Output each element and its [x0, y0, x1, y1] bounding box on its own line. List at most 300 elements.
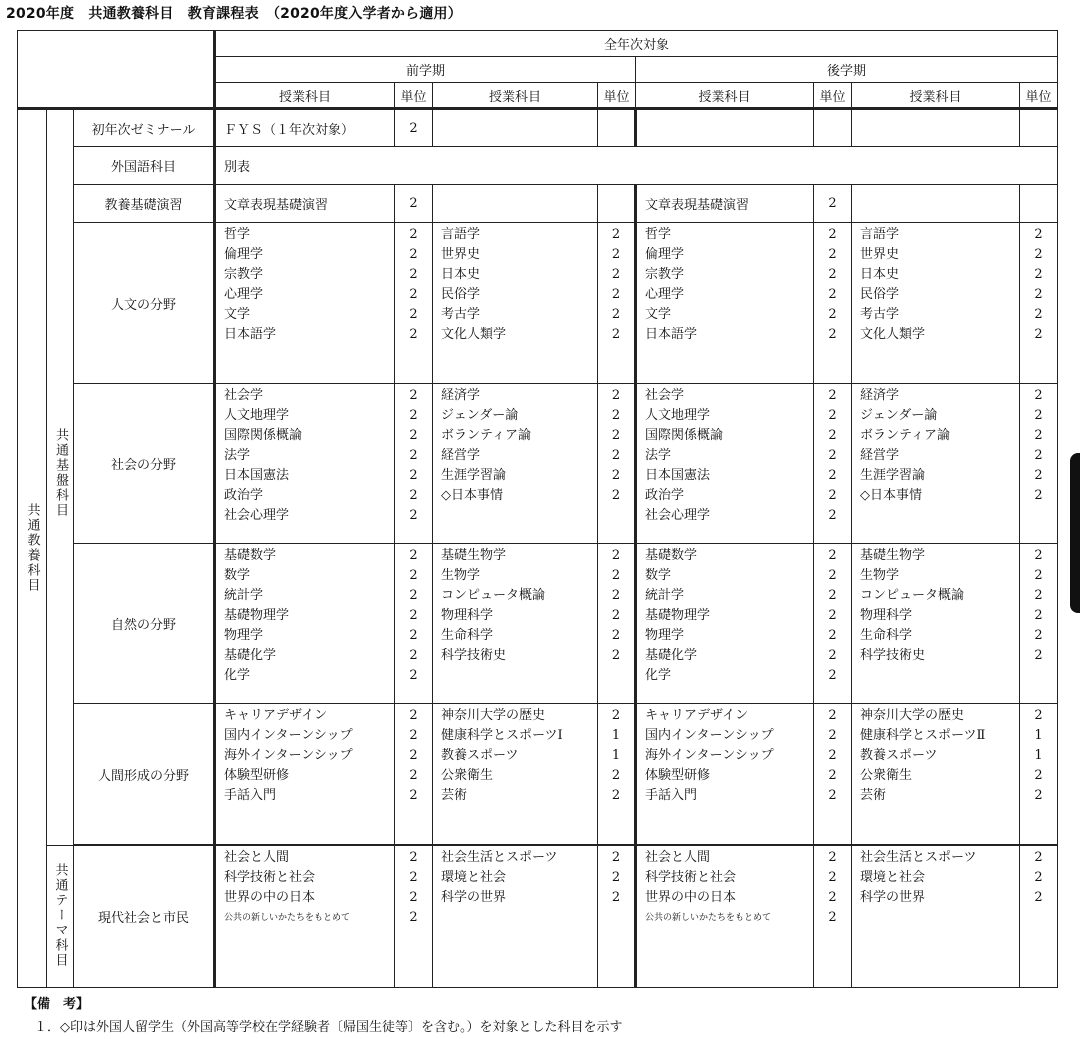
unit-value: 2: [828, 748, 837, 764]
unit-value: 2: [409, 568, 418, 584]
subject-name: 公衆衛生: [860, 768, 913, 784]
unit-value: 2: [1034, 869, 1043, 885]
unit-value: 2: [1034, 608, 1043, 624]
subject-name: 芸術: [860, 788, 887, 804]
subject-list: [852, 223, 1020, 383]
subject-name: 社会と人間: [645, 849, 711, 865]
subject-name: 基礎生物学: [860, 548, 926, 564]
unit-value: 2: [409, 728, 418, 744]
subject-name: 神奈川大学の歴史: [441, 708, 546, 724]
unit-value: 2: [828, 507, 837, 523]
unit-value: 2: [409, 748, 418, 764]
subject-list: [852, 544, 1020, 704]
subject-name: 世界の中の日本: [645, 889, 737, 905]
subject-name: 化学: [645, 668, 672, 684]
unit-value: 2: [828, 287, 837, 303]
unit-value: 2: [611, 849, 621, 865]
subject-name: 世界史: [441, 247, 481, 263]
subject-name: 科学技術と社会: [224, 869, 316, 885]
unit-value: 2: [409, 869, 418, 885]
unit-value: 2: [611, 588, 621, 604]
unit-value: 2: [828, 668, 837, 684]
unit-value: 2: [1034, 588, 1043, 604]
unit-value: 2: [828, 608, 837, 624]
unit-value: 2: [409, 648, 418, 664]
subject-name: 社会学: [645, 387, 685, 403]
subject-name: 体験型研修: [224, 768, 290, 784]
unit-value: 2: [611, 628, 621, 644]
unit-value: 2: [828, 849, 837, 865]
unit-value: 1: [611, 748, 621, 764]
curriculum-table: [17, 30, 1058, 988]
subject-list: [636, 544, 814, 704]
unit-list: [1020, 223, 1058, 383]
subject-name: 科学技術史: [441, 648, 507, 664]
subject-name: 海外インターンシップ: [224, 748, 353, 764]
subject-header: 授業科目: [852, 83, 1020, 109]
subject-name: 科学の世界: [441, 889, 507, 905]
notes-heading: 【備 考】: [24, 997, 90, 1012]
subject-list: [433, 223, 598, 383]
unit-value: 2: [611, 889, 621, 905]
subject-name: 教養スポーツ: [860, 748, 938, 764]
unit-value: 2: [611, 287, 621, 303]
subject-name: 基礎生物学: [441, 548, 507, 564]
subject-name: ボランティア論: [441, 427, 531, 443]
kiban-group-label: 共通基盤科目: [53, 428, 68, 518]
foreign-language-note: 別表: [215, 147, 1058, 185]
unit-value: 2: [828, 548, 837, 564]
unit-value: 2: [828, 447, 837, 463]
unit-value: 2: [611, 407, 621, 423]
unit-value: 2: [828, 909, 837, 925]
subject-name: 科学技術と社会: [645, 869, 737, 885]
unit-value: 2: [1034, 889, 1043, 905]
first-term-header: 前学期: [215, 57, 636, 83]
row-ningen: [18, 704, 1058, 844]
category-ningen: 人間形成の分野: [74, 704, 215, 844]
unit-value: 1: [1034, 728, 1043, 744]
subject-name: 民俗学: [441, 287, 481, 303]
note-item: １．◇印は外国人留学生（外国高等学校在学経験者〔帰国生徒等〕を含む。）を対象とした科目を示す: [34, 1020, 623, 1035]
unit-value: 2: [1034, 227, 1043, 243]
basic-first-unit: 2: [395, 185, 433, 223]
unit-value: 2: [828, 708, 837, 724]
subject-name: 法学: [224, 447, 251, 463]
subject-name: 経営学: [441, 447, 481, 463]
unit-value: 2: [828, 227, 837, 243]
subject-name: 公共の新しいかたちをもとめて: [645, 912, 772, 923]
subject-name: 心理学: [645, 287, 685, 303]
unit-list: [814, 845, 852, 987]
subject-list: [433, 544, 598, 704]
subject-name: 国内インターンシップ: [224, 728, 353, 744]
subject-name: 文化人類学: [860, 327, 926, 343]
unit-value: 2: [611, 227, 621, 243]
second-term-header: 後学期: [636, 57, 1058, 83]
subject-name: 文学: [645, 307, 672, 323]
subject-name: 世界の中の日本: [224, 889, 316, 905]
unit-value: 2: [409, 889, 418, 905]
subject-name: 文化人類学: [441, 327, 507, 343]
unit-value: 2: [828, 788, 837, 804]
subject-name: 政治学: [645, 487, 685, 503]
subject-name: 健康科学とスポーツⅠ: [441, 728, 563, 744]
unit-value: 2: [828, 728, 837, 744]
subject-name: キャリアデザイン: [645, 708, 749, 724]
unit-value: 2: [611, 708, 621, 724]
unit-value: 2: [828, 768, 837, 784]
subject-name: 社会生活とスポーツ: [860, 849, 977, 865]
unit-list: [395, 383, 433, 543]
unit-list: [1020, 383, 1058, 543]
subject-name: 物理学: [224, 628, 264, 644]
subject-name: 日本史: [860, 267, 900, 283]
unit-value: 2: [828, 869, 837, 885]
unit-value: 2: [409, 708, 418, 724]
unit-list: [598, 845, 636, 987]
subject-name: 倫理学: [645, 247, 685, 263]
unit-value: 2: [828, 487, 837, 503]
subject-name: ジェンダー論: [441, 407, 519, 423]
unit-list: [1020, 845, 1058, 987]
unit-value: 2: [828, 588, 837, 604]
subject-name: 生命科学: [441, 628, 494, 644]
subject-name: 基礎物理学: [224, 608, 290, 624]
subject-list: [433, 845, 598, 987]
subject-name: 手話入門: [224, 788, 277, 804]
subject-name: 健康科学とスポーツⅡ: [860, 728, 986, 744]
subject-name: 哲学: [645, 227, 672, 243]
subject-header: 授業科目: [433, 83, 598, 109]
subject-name: 数学: [645, 568, 672, 584]
basic-second-subject: 文章表現基礎演習: [636, 185, 814, 223]
unit-list: [598, 223, 636, 383]
subject-list: [636, 845, 814, 987]
subject-list: [636, 704, 814, 844]
subject-name: 基礎数学: [645, 548, 698, 564]
unit-list: [598, 544, 636, 704]
unit-value: 2: [1034, 407, 1043, 423]
unit-value: 2: [409, 227, 418, 243]
unit-header: 単位: [598, 83, 636, 109]
scrollbar-thumb[interactable]: [1070, 453, 1080, 613]
subject-name: 世界史: [860, 247, 900, 263]
unit-value: 2: [1034, 467, 1043, 483]
category-shakai: 社会の分野: [74, 383, 215, 543]
unit-value: 2: [409, 487, 418, 503]
subject-name: ジェンダー論: [860, 407, 938, 423]
row-jinbun: [18, 223, 1058, 383]
subject-name: 物理科学: [441, 608, 494, 624]
subject-name: 生涯学習論: [860, 467, 926, 483]
basic-second-unit: 2: [814, 185, 852, 223]
corner-cell: [18, 31, 215, 109]
subject-name: 基礎数学: [224, 548, 277, 564]
unit-value: 2: [828, 267, 837, 283]
unit-value: 2: [828, 407, 837, 423]
unit-value: 2: [1034, 648, 1043, 664]
unit-list: [814, 704, 852, 844]
row-shizen: [18, 544, 1058, 704]
subject-name: 日本語学: [224, 327, 277, 343]
subject-name: 経済学: [441, 387, 481, 403]
unit-value: 2: [1034, 307, 1043, 323]
subject-name: 法学: [645, 447, 672, 463]
subject-name: 宗教学: [224, 267, 264, 283]
unit-value: 2: [409, 467, 418, 483]
category-foreign-language: 外国語科目: [74, 147, 215, 185]
unit-value: 2: [611, 487, 621, 503]
subject-name: ボランティア論: [860, 427, 950, 443]
subject-name: 日本国憲法: [224, 467, 290, 483]
unit-value: 2: [409, 788, 418, 804]
subject-name: 物理学: [645, 628, 685, 644]
category-jinbun: 人文の分野: [74, 223, 215, 383]
subject-list: [433, 383, 598, 543]
unit-value: 2: [1034, 267, 1043, 283]
subject-name: 文学: [224, 307, 251, 323]
page-title: 2020年度 共通教養科目 教育課程表 （2020年度入学者から適用）: [6, 6, 462, 22]
subject-list: [215, 544, 395, 704]
unit-value: 2: [611, 608, 621, 624]
subject-name: 生涯学習論: [441, 467, 507, 483]
unit-value: 2: [409, 507, 418, 523]
unit-value: 2: [828, 568, 837, 584]
unit-value: 2: [409, 287, 418, 303]
unit-value: 2: [828, 628, 837, 644]
notes: [24, 993, 623, 1035]
unit-value: 2: [611, 648, 621, 664]
subject-name: 社会心理学: [645, 507, 711, 523]
row-shakai: [18, 383, 1058, 543]
unit-list: [1020, 704, 1058, 844]
subject-name: 国内インターンシップ: [645, 728, 774, 744]
unit-value: 2: [1034, 708, 1043, 724]
unit-value: 2: [409, 548, 418, 564]
subject-name: 人文地理学: [224, 407, 290, 423]
unit-value: 2: [1034, 327, 1043, 343]
subject-name: 言語学: [441, 227, 481, 243]
subject-name: 日本史: [441, 267, 481, 283]
subject-name: キャリアデザイン: [224, 708, 328, 724]
subject-list: [852, 704, 1020, 844]
unit-value: 2: [828, 467, 837, 483]
subject-name: 体験型研修: [645, 768, 711, 784]
subject-list: [433, 704, 598, 844]
unit-value: 2: [409, 327, 418, 343]
subject-name: コンピュータ概論: [441, 588, 546, 604]
subject-name: 科学の世界: [860, 889, 926, 905]
unit-value: 1: [611, 728, 621, 744]
subject-list: [215, 223, 395, 383]
unit-list: [395, 845, 433, 987]
unit-value: 2: [828, 889, 837, 905]
unit-value: 2: [409, 247, 418, 263]
category-gendai: 現代社会と市民: [74, 845, 215, 987]
basic-first-subject: 文章表現基礎演習: [215, 185, 395, 223]
unit-list: [395, 704, 433, 844]
subject-name: 基礎物理学: [645, 608, 711, 624]
subject-name: 経済学: [860, 387, 900, 403]
category-shizen: 自然の分野: [74, 544, 215, 704]
row-gendai: [18, 845, 1058, 987]
unit-value: 2: [828, 327, 837, 343]
subject-name: 物理科学: [860, 608, 913, 624]
fys-subject: ＦＹＳ（１年次対象）: [215, 109, 395, 147]
subject-name: 民俗学: [860, 287, 900, 303]
subject-name: 社会と人間: [224, 849, 290, 865]
unit-value: 2: [828, 648, 837, 664]
unit-value: 2: [611, 548, 621, 564]
subject-name: 政治学: [224, 487, 264, 503]
unit-value: 2: [611, 568, 621, 584]
unit-value: 2: [409, 849, 418, 865]
subject-name: 公共の新しいかたちをもとめて: [224, 912, 351, 923]
subject-name: 海外インターンシップ: [645, 748, 774, 764]
subject-name: ◇日本事情: [860, 487, 923, 503]
subject-name: 倫理学: [224, 247, 264, 263]
category-fys: 初年次ゼミナール: [74, 109, 215, 147]
unit-value: 2: [409, 267, 418, 283]
unit-value: 1: [1034, 748, 1043, 764]
subject-name: 言語学: [860, 227, 900, 243]
unit-value: 2: [611, 387, 621, 403]
unit-value: 2: [409, 608, 418, 624]
subject-list: [636, 383, 814, 543]
all-years-header: 全年次対象: [215, 31, 1058, 57]
subject-header: 授業科目: [636, 83, 814, 109]
subject-name: 神奈川大学の歴史: [860, 708, 965, 724]
unit-value: 2: [611, 447, 621, 463]
subject-name: 基礎化学: [645, 648, 698, 664]
subject-name: 科学技術史: [860, 648, 926, 664]
subject-name: 統計学: [645, 588, 685, 604]
subject-name: 国際関係概論: [645, 427, 724, 443]
subject-name: 生命科学: [860, 628, 913, 644]
unit-header: 単位: [395, 83, 433, 109]
subject-name: 哲学: [224, 227, 251, 243]
subject-name: 環境と社会: [441, 869, 507, 885]
subject-name: 社会心理学: [224, 507, 290, 523]
subject-name: 日本国憲法: [645, 467, 711, 483]
unit-value: 2: [409, 768, 418, 784]
subject-name: 宗教学: [645, 267, 685, 283]
unit-value: 2: [1034, 247, 1043, 263]
unit-value: 2: [1034, 568, 1043, 584]
unit-value: 2: [611, 247, 621, 263]
subject-name: 心理学: [224, 287, 264, 303]
unit-value: 2: [611, 788, 621, 804]
unit-value: 2: [828, 387, 837, 403]
unit-value: 2: [409, 307, 418, 323]
subject-name: 教養スポーツ: [441, 748, 519, 764]
subject-header: 授業科目: [215, 83, 395, 109]
unit-list: [395, 544, 433, 704]
unit-value: 2: [1034, 287, 1043, 303]
unit-value: 2: [409, 588, 418, 604]
unit-list: [814, 544, 852, 704]
subject-name: 国際関係概論: [224, 427, 303, 443]
subject-name: 生物学: [441, 568, 481, 584]
unit-value: 2: [1034, 487, 1043, 503]
unit-value: 2: [1034, 788, 1043, 804]
unit-value: 2: [409, 628, 418, 644]
fys-unit: 2: [395, 109, 433, 147]
subject-name: 社会学: [224, 387, 264, 403]
subject-name: 考古学: [860, 307, 900, 323]
subject-list: [852, 383, 1020, 543]
unit-value: 2: [611, 467, 621, 483]
unit-value: 2: [611, 327, 621, 343]
subject-list: [215, 704, 395, 844]
unit-value: 2: [611, 869, 621, 885]
subject-name: 芸術: [441, 788, 468, 804]
unit-value: 2: [828, 247, 837, 263]
unit-value: 2: [409, 387, 418, 403]
category-basic-seminar: 教養基礎演習: [74, 185, 215, 223]
unit-value: 2: [1034, 548, 1043, 564]
unit-value: 2: [611, 768, 621, 784]
subject-name: 日本語学: [645, 327, 698, 343]
unit-value: 2: [828, 307, 837, 323]
subject-name: 統計学: [224, 588, 264, 604]
unit-value: 2: [1034, 447, 1043, 463]
subject-name: 生物学: [860, 568, 900, 584]
subject-name: 環境と社会: [860, 869, 926, 885]
unit-value: 2: [1034, 768, 1043, 784]
subject-name: 手話入門: [645, 788, 698, 804]
unit-list: [814, 223, 852, 383]
subject-name: 人文地理学: [645, 407, 711, 423]
unit-value: 2: [611, 267, 621, 283]
unit-header: 単位: [814, 83, 852, 109]
subject-list: [215, 383, 395, 543]
unit-value: 2: [409, 668, 418, 684]
unit-value: 2: [409, 407, 418, 423]
subject-name: 基礎化学: [224, 648, 277, 664]
unit-list: [598, 704, 636, 844]
subject-name: 社会生活とスポーツ: [441, 849, 558, 865]
unit-value: 2: [1034, 427, 1043, 443]
unit-value: 2: [1034, 387, 1043, 403]
theme-group-label: 共通テーマ科目: [47, 845, 74, 987]
unit-list: [395, 223, 433, 383]
subject-name: 化学: [224, 668, 251, 684]
unit-value: 2: [409, 447, 418, 463]
subject-name: 経営学: [860, 447, 900, 463]
subject-list: [852, 845, 1020, 987]
unit-value: 2: [611, 427, 621, 443]
subject-name: コンピュータ概論: [860, 588, 965, 604]
unit-value: 2: [409, 427, 418, 443]
outer-group-label: 共通教養科目: [18, 109, 47, 988]
unit-value: 2: [828, 427, 837, 443]
unit-list: [1020, 544, 1058, 704]
unit-list: [598, 383, 636, 543]
unit-value: 2: [1034, 628, 1043, 644]
unit-list: [814, 383, 852, 543]
unit-value: 2: [611, 307, 621, 323]
subject-name: 数学: [224, 568, 251, 584]
subject-list: [636, 223, 814, 383]
subject-list: [215, 845, 395, 987]
unit-value: 2: [1034, 849, 1043, 865]
subject-name: 公衆衛生: [441, 768, 494, 784]
subject-name: ◇日本事情: [441, 487, 504, 503]
unit-value: 2: [409, 909, 418, 925]
unit-header: 単位: [1020, 83, 1058, 109]
